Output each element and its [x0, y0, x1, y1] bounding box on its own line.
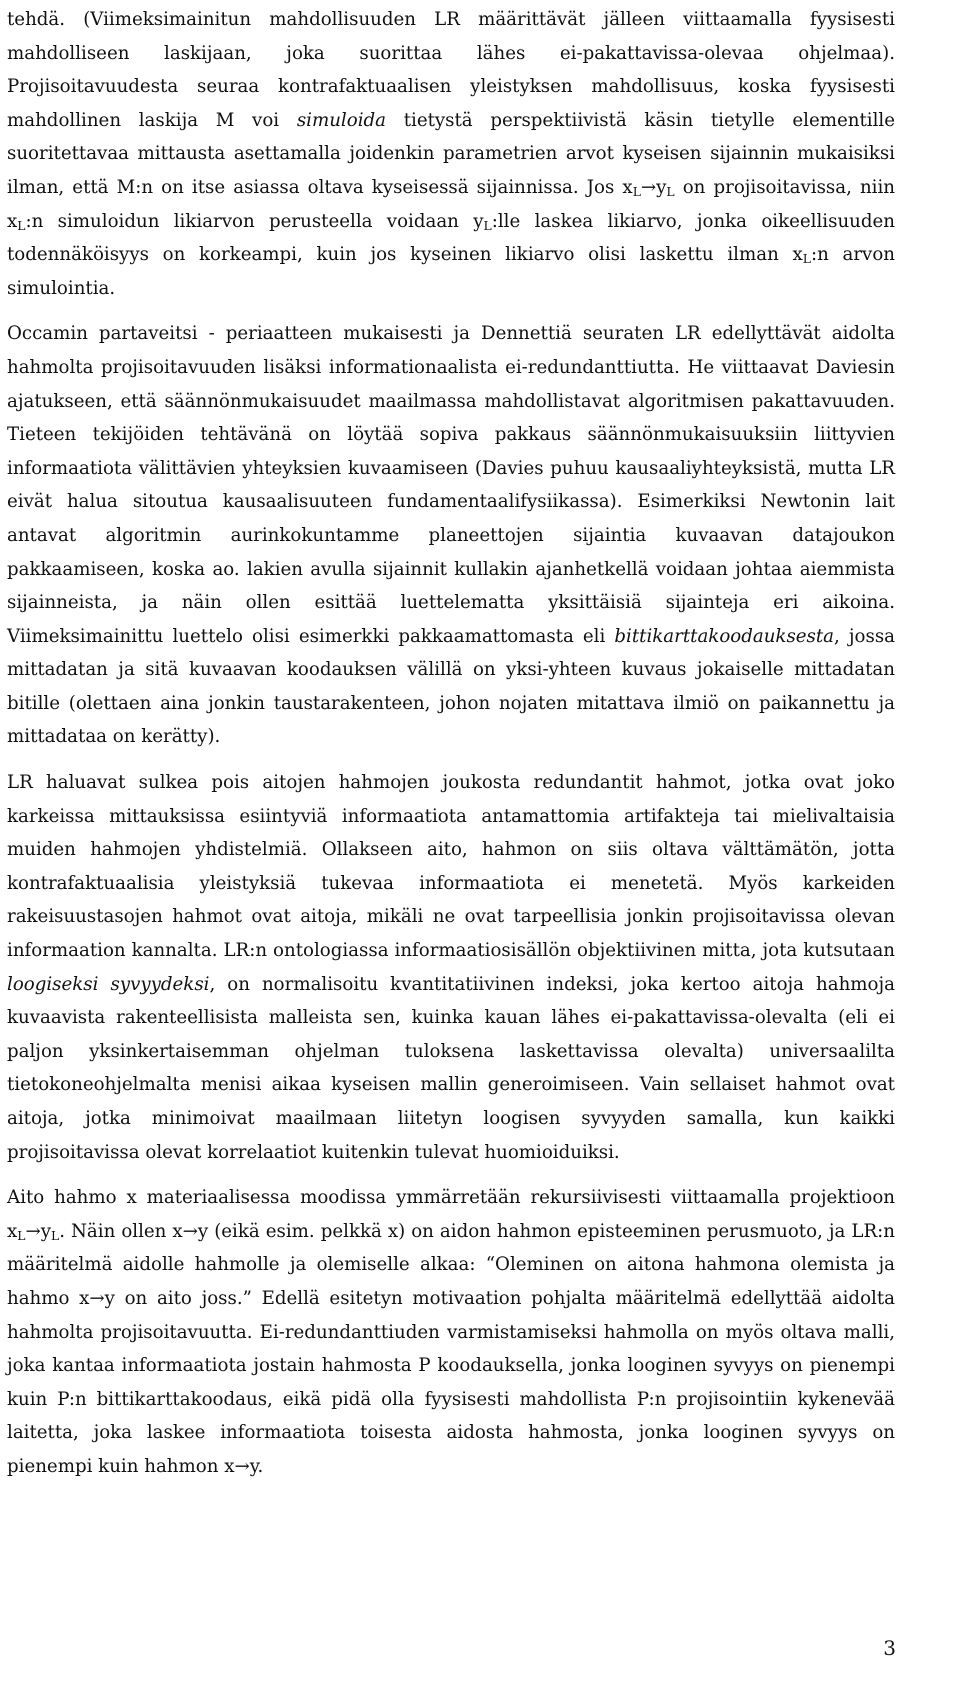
text-run: on projisoitavissa, niin x [7, 176, 896, 232]
page-number: 3 [883, 1636, 896, 1660]
text-run: :n simuloidun likiarvon perusteella voidaan y [25, 210, 484, 232]
paragraph [7, 3, 895, 305]
subscript: L [666, 185, 675, 200]
subscript: L [51, 1228, 60, 1243]
text-run: . Näin ollen x→y (eikä esim. pelkkä x) on aidon hahmon episteeminen perusmuoto, ja LR:n määritelmä aidolle hahmolle ja olemiselle alkaa: “Oleminen on aitona hahmona olemista ja hahmo x→y on aito joss.” Edellä esitetyn motivaation pohjalta määritelmä edellyttää aidolta hahmolta projisoitavuutta. Ei-redundanttiuden varmistamiseksi hahmolla on myös oltava malli, joka kantaa informaatiota jostain hahmosta P koodauksella, jonka looginen syvyys on pienempi kuin P:n bittikarttakoodaus, eikä pidä olla fyysisesti mahdollista P:n projisointiin kykenevää laitetta, joka laskee informaatiota toisesta aidosta hahmosta, jonka looginen syvyys on pienempi kuin hahmon x→y. [7, 1220, 895, 1477]
text-run: →y [640, 176, 667, 198]
subscript: L [17, 218, 26, 233]
text-run: , on normalisoitu kvantitatiivinen indeksi, joka kertoo aitoja hahmoja kuvaavista rakenteellisista malleista sen, kuinka kauan lähes ei-pakattavissa-olevalta (eli ei paljon yksinkertaisemman ohjelman tuloksena laskettavissa olevalta) universaalilta tietokoneohjelmalta menisi aikaa kyseisen mallin generoimiseen. Vain sellaiset hahmot ovat aitoja, jotka minimoivat maailmaan liitetyn loogisen syvyyden samalla, kun kaikki projisoitavissa olevat korrelaatiot kuitenkin tulevat huomioiduiksi. [7, 973, 895, 1163]
paragraph [7, 1181, 895, 1483]
subscript: L [802, 252, 811, 267]
emphasis-text: loogiseksi syvyydeksi [7, 973, 210, 995]
text-run: , jossa mittadatan ja sitä kuvaavan koodauksen välillä on yksi-yhteen kuvaus jokaiselle mittadatan bitille (olettaen aina jonkin taustarakenteen, johon nojaten mitattava ilmiö on paikannettu ja mittadataa on kerätty). [7, 625, 895, 748]
paragraph [7, 317, 895, 754]
body-text [7, 3, 895, 1496]
text-run: Aito hahmo x materiaalisessa moodissa ymmärretään rekursiivisesti viittaamalla projektioon x [7, 1187, 895, 1242]
emphasis-text: simuloida [296, 109, 386, 131]
emphasis-text: bittikarttakoodauksesta [614, 625, 835, 647]
text-run: Occamin partaveitsi - periaatteen mukaisesti ja Dennettiä seuraten LR edellyttävät aidolta hahmolta projisoitavuuden lisäksi informationaalista ei-redundanttiutta. He viittaavat Daviesin ajatukseen, että säännönmukaisuudet maailmassa mahdollistavat algoritmisen pakattavuuden. Tieteen tekijöiden tehtävänä on löytää sopiva pakkaus säännönmukaisuuksiin liittyvien informaatiota välittävien yhteyksien kuvaamiseen (Davies puhuu kausaaliyhteyksistä, mutta LR eivät halua sitoutua kausaalisuuteen fundamentaalifysiikassa). Esimerkiksi Newtonin lait antavat algoritmin aurinkokuntamme planeettojen sijaintia kuvaavan datajoukon pakkaamiseen, koska ao. lakien avulla sijainnit kullakin ajanhetkellä voidaan johtaa aiemmista sijainneista, ja näin ollen esittää luettelematta yksittäisiä sijainteja eri aikoina. Viimeksimainittu luettelo olisi esimerkki pakkaamattomasta eli [7, 323, 895, 647]
subscript: L [483, 218, 492, 233]
subscript: L [17, 1228, 26, 1243]
text-run: :n arvon simulointia. [7, 244, 895, 299]
paragraph [7, 766, 895, 1169]
text-run: tehdä. (Viimeksimainitun mahdollisuuden LR määrittävät jälleen viittaamalla fyysisesti mahdolliseen laskijaan, joka suorittaa lähes ei-pakattavissa-olevaa ohjelmaa). Projisoitavuudesta seuraa kontrafaktuaalisen yleistyksen mahdollisuus, koska fyysisesti mahdollinen laskija M voi [7, 9, 895, 131]
text-run: →y [25, 1220, 51, 1242]
text-run: tietystä perspektiivistä käsin tietylle elementille suoritettavaa mittausta asettamalla joidenkin parametrien arvot kyseisen sijainnin mukaisiksi ilman, että M:n on itse asiassa oltava kyseisessä sijainnissa. Jos x [7, 109, 896, 198]
text-run: LR haluavat sulkea pois aitojen hahmojen joukosta redundantit hahmot, jotka ovat joko karkeissa mittauksissa esiintyviä informaatiota antamattomia artifakteja tai mielivaltaisia muiden hahmojen yhdistelmiä. Ollakseen aito, hahmon on siis oltava välttämätön, jotta kontrafaktuaalisia yleistyksiä tukevaa informaatiota ei menetetä. Myös karkeiden rakeisuustasojen hahmot ovat aitoja, mikäli ne ovat tarpeellisia jonkin projisoitavissa olevan informaation kannalta. LR:n ontologiassa informaatiosisällön objektiivinen mitta, jota kutsutaan [7, 772, 895, 962]
subscript: L [632, 185, 641, 200]
text-run: :lle laskea likiarvo, jonka oikeellisuuden todennäköisyys on korkeampi, kuin jos kyseinen likiarvo olisi laskettu ilman x [7, 210, 895, 266]
